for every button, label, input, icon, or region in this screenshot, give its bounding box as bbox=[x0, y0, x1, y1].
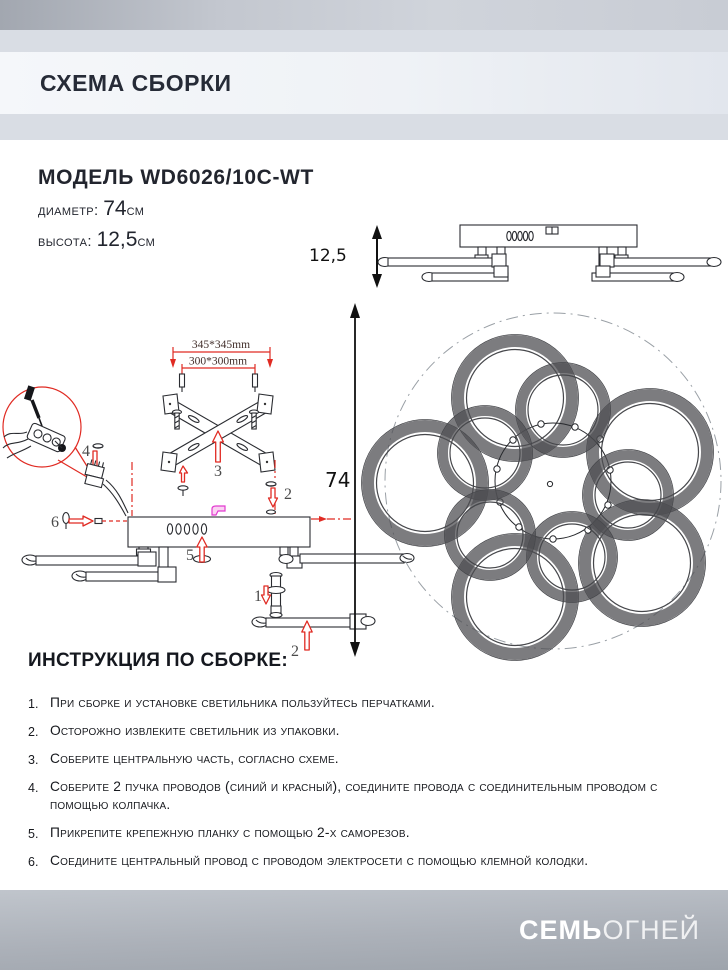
instruction-text: Соедините центральный провод с проводом электросети с помощью клемной колодки. bbox=[50, 852, 589, 868]
brand-light: ОГНЕЙ bbox=[602, 914, 700, 945]
callout-6-label: 6 bbox=[51, 514, 59, 531]
instructions-heading: ИНСТРУКЦИЯ ПО СБОРКЕ: bbox=[28, 650, 288, 671]
instruction-item bbox=[28, 694, 712, 713]
callout-4-group bbox=[82, 443, 128, 516]
callout-1-label: 1 bbox=[254, 588, 262, 605]
instruction-number: 6. bbox=[28, 854, 39, 869]
model-name: МОДЕЛЬ WD6026/10C-WT bbox=[38, 166, 314, 189]
wiring-callout bbox=[3, 385, 90, 477]
outer-dim-label: 345*345mm bbox=[191, 339, 251, 351]
brand-logo bbox=[519, 915, 728, 946]
callout-4-label: 4 bbox=[82, 443, 90, 460]
instruction-number: 2. bbox=[28, 725, 39, 739]
callout-3-label: 3 bbox=[214, 463, 222, 480]
instruction-text: При сборке и установке светильника пользуйтесь перчатками. bbox=[50, 695, 435, 710]
height-label: высота: bbox=[38, 233, 92, 250]
instruction-number: 5. bbox=[28, 826, 39, 841]
page-title: СХЕМА СБОРКИ bbox=[40, 69, 232, 96]
brand-bold: СЕМЬ bbox=[519, 914, 603, 945]
instruction-number: 1. bbox=[28, 697, 39, 711]
diameter-value: 74 bbox=[103, 197, 127, 220]
instruction-text: Соберите центральную часть, согласно схеме. bbox=[50, 751, 339, 766]
diameter-label: диаметр: bbox=[38, 202, 99, 219]
callout-5-label: 5 bbox=[186, 547, 194, 564]
side-view-drawing bbox=[309, 225, 721, 288]
instructions-list bbox=[28, 694, 712, 880]
clip-marker bbox=[212, 506, 225, 515]
height-value: 12,5 bbox=[96, 228, 138, 251]
instruction-item bbox=[28, 778, 712, 814]
instruction-item bbox=[28, 722, 712, 741]
instruction-item bbox=[28, 824, 712, 843]
mounting-bracket-drawing bbox=[161, 339, 275, 496]
height-dim-label: 12,5 bbox=[309, 246, 347, 266]
callout-2b-label: 2 bbox=[291, 643, 299, 660]
callout-6-group bbox=[51, 513, 127, 532]
inner-dim-label: 300*300mm bbox=[188, 355, 248, 368]
callout-2a-label: 2 bbox=[284, 486, 292, 503]
top-view-drawing bbox=[362, 313, 722, 661]
instruction-number: 3. bbox=[28, 753, 39, 767]
instruction-text: Осторожно извлеките светильник из упаковки. bbox=[50, 723, 340, 738]
wire-connector bbox=[83, 459, 107, 488]
footer-band bbox=[0, 890, 728, 970]
height-unit: см bbox=[137, 233, 156, 250]
instruction-item bbox=[28, 852, 712, 871]
instruction-text: Соберите 2 пучка проводов (синий и красный), соедините провода с соединительным проводом с помощью колпачка. bbox=[50, 779, 658, 813]
instruction-text: Прикрепите крепежную планку с помощью 2-х саморезов. bbox=[50, 824, 410, 840]
anchor-dowels bbox=[180, 374, 258, 392]
diameter-unit: см bbox=[126, 202, 145, 219]
instruction-number: 4. bbox=[28, 781, 39, 795]
diameter-dim-label: 74 bbox=[325, 468, 351, 492]
instruction-item bbox=[28, 750, 712, 769]
